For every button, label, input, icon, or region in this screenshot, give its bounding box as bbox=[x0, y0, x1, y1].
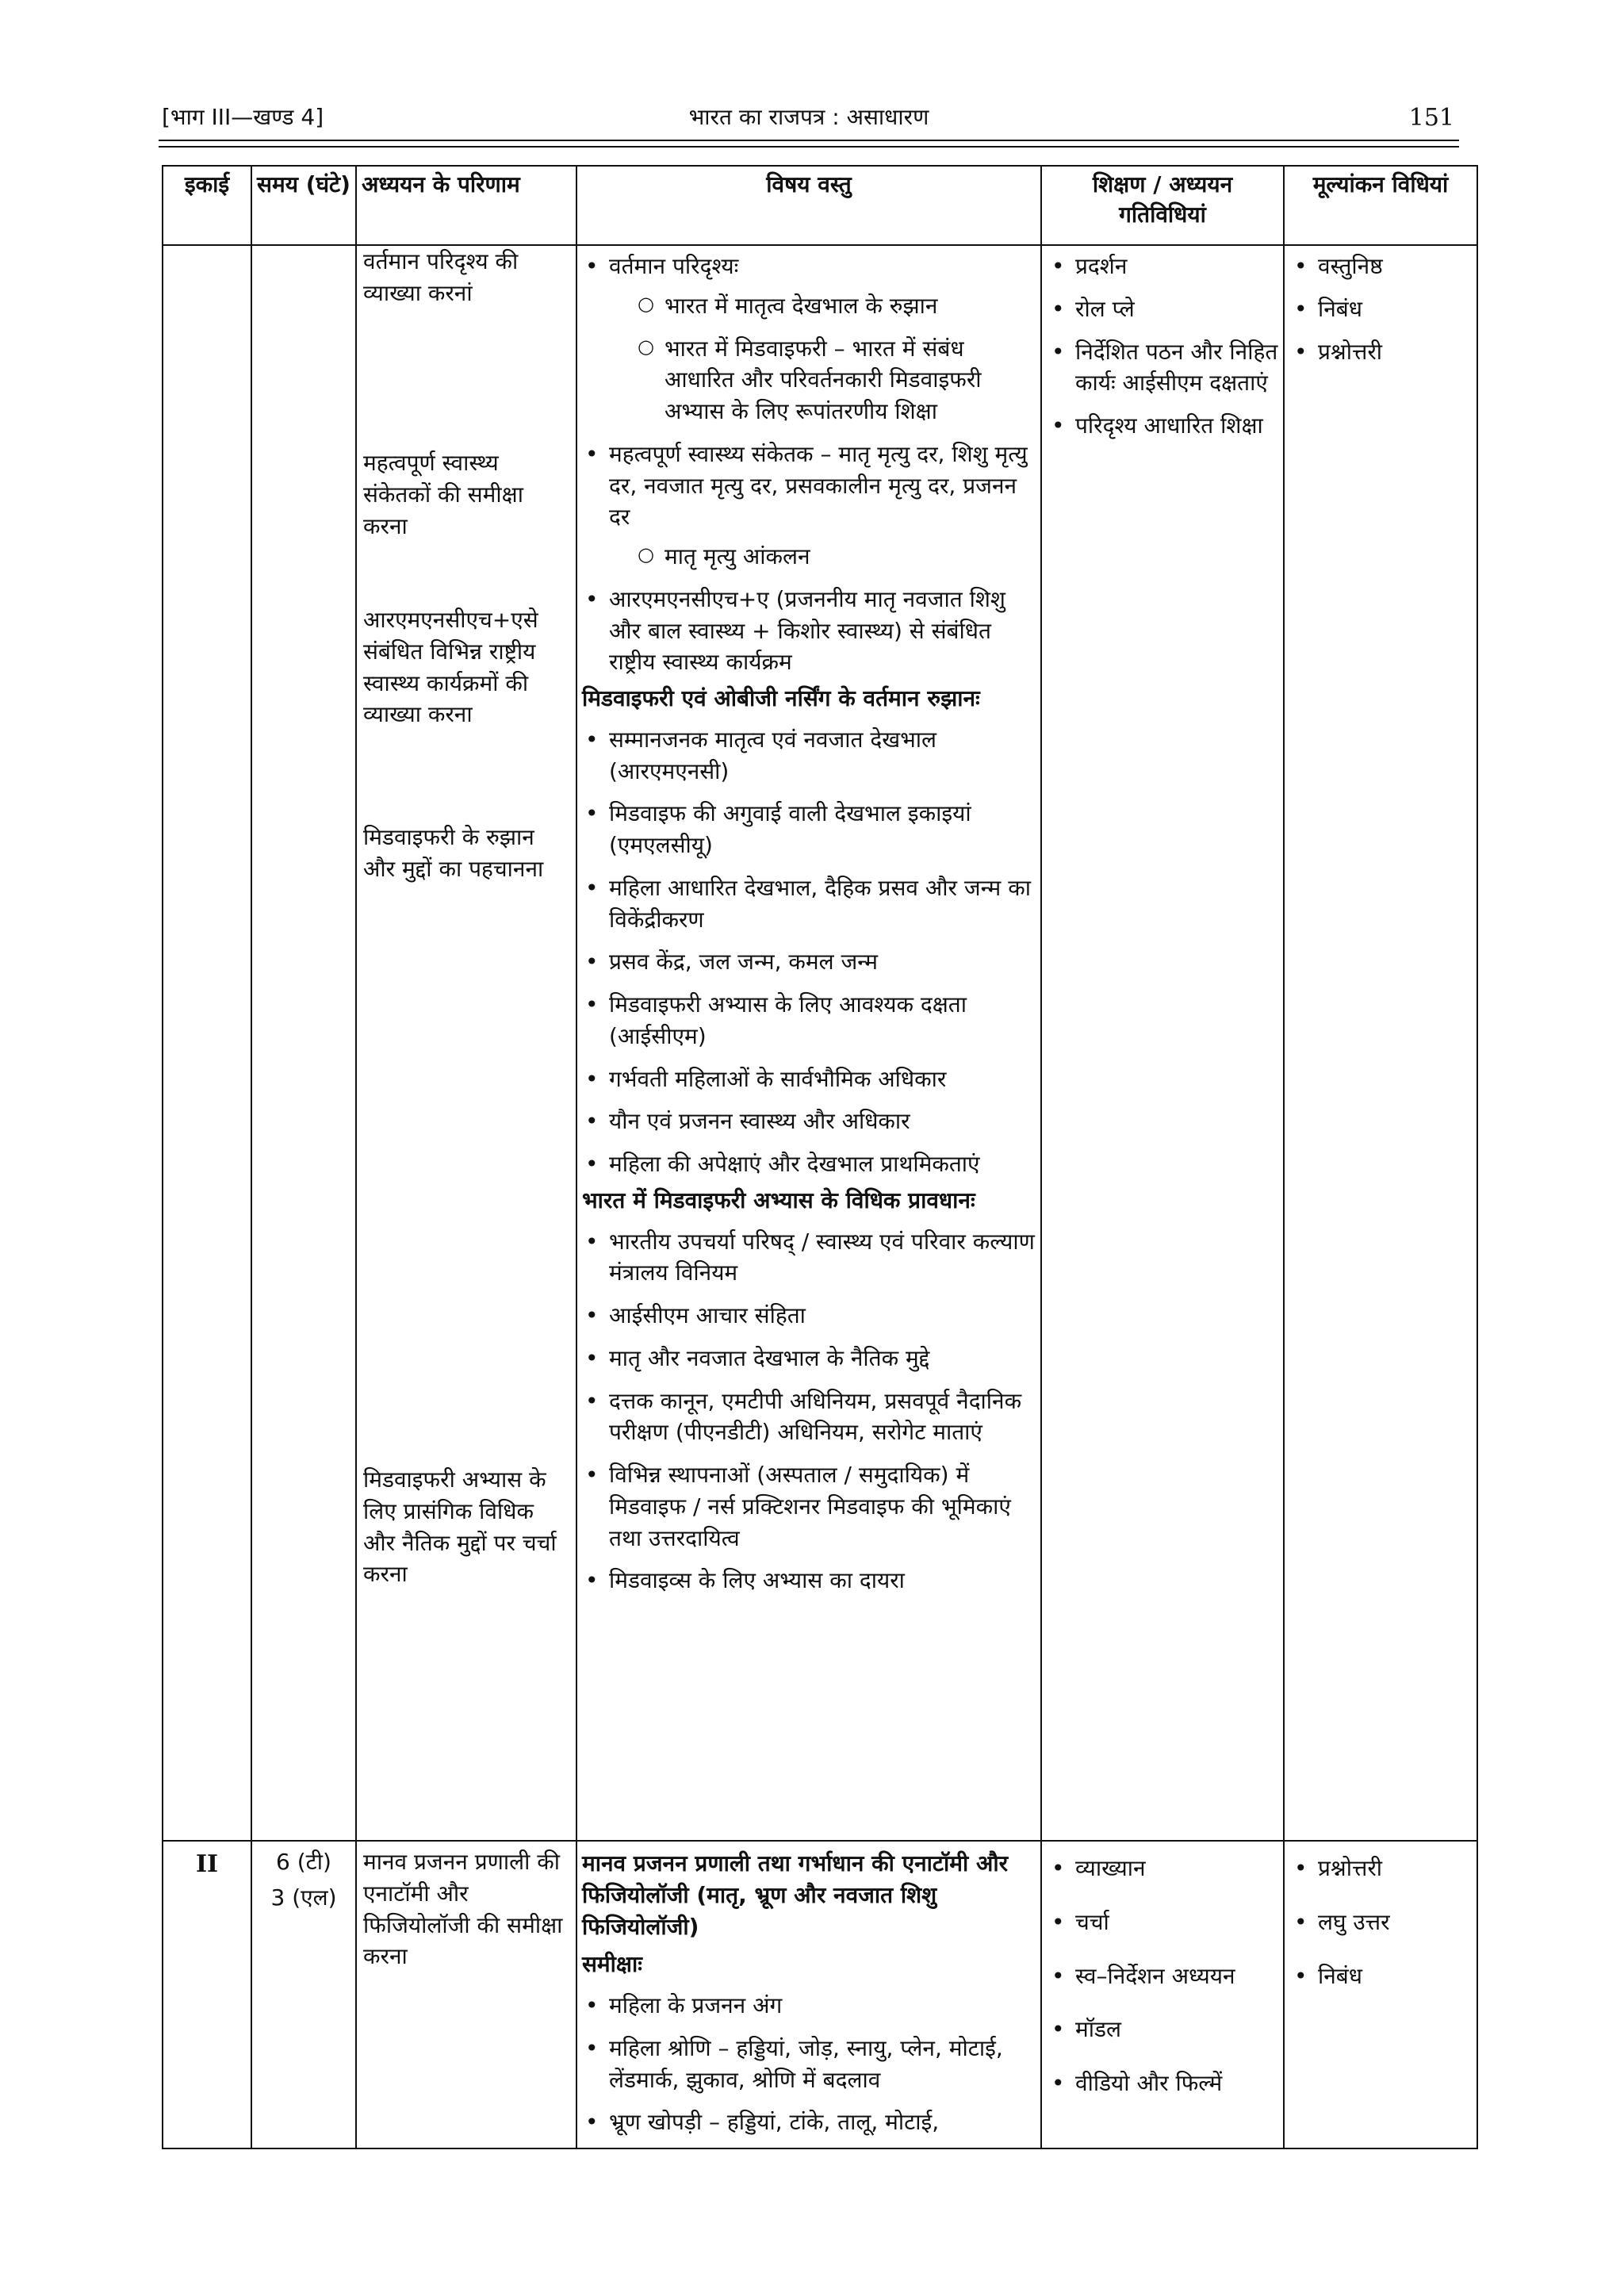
list-item: • महत्वपूर्ण स्वास्थ्य संकेतक – मातृ मृत्यु दर, शिशु मृत्यु दर, नवजात मृत्यु दर, प्रसवकालीन मृत्यु दर, प्रजनन दर ○ मातृ मृत्यु आंकलन bbox=[582, 439, 1036, 573]
list-item: • व्याख्यान bbox=[1048, 1853, 1278, 1884]
outcome-item: आरएमएनसीएच+एसे संबंधित विभिन्न राष्ट्रीय स्वास्थ्य कार्यक्रमों की व्याख्या करना bbox=[363, 607, 538, 728]
table-row bbox=[163, 245, 1477, 1841]
list-item: • महिला आधारित देखभाल, दैहिक प्रसव और जन्म का विकेंद्रीकरण bbox=[582, 872, 1036, 936]
list-item: • वर्तमान परिदृश्यः ○ भारत में मातृत्व देखभाल के रुझान ○ भारत में मिडवाइफरी – भारत में संबंध आधारित और परिवर्तनकारी मिडवाइफरी अभ्यास के लिए रूपांतरणीय शिक्षा bbox=[582, 251, 1036, 427]
list-item: • निबंध bbox=[1291, 1961, 1472, 1992]
activities-list bbox=[1048, 251, 1278, 442]
list-item: • यौन एवं प्रजनन स्वास्थ्य और अधिकार bbox=[582, 1106, 1036, 1137]
list-item: • प्रश्नोत्तरी bbox=[1291, 336, 1472, 368]
list-item: • आरएमएनसीएच+ए (प्रजननीय मातृ नवजात शिशु और बाल स्वास्थ्य + किशोर स्वास्थ्य) से संबंधित राष्ट्रीय स्वास्थ्य कार्यक्रम bbox=[582, 584, 1036, 678]
list-item: • वस्तुनिष्ठ bbox=[1291, 251, 1472, 282]
list-item: • चर्चा bbox=[1048, 1907, 1278, 1938]
list-item: • विभिन्न स्थापनाओं (अस्पताल / समुदायिक) में मिडवाइफ / नर्स प्रक्टिशनर मिडवाइफ की भूमिकाएं तथा उत्तरदायित्व bbox=[582, 1459, 1036, 1554]
unit-cell: II bbox=[163, 1841, 251, 2148]
section-heading: मिडवाइफरी एवं ओबीजी नर्सिंग के वर्तमान रुझानः bbox=[582, 685, 980, 711]
syllabus-table bbox=[162, 165, 1478, 2149]
outcome-item: वर्तमान परिदृश्य की व्याख्या करनां bbox=[363, 248, 519, 306]
list-item: • मॉडल bbox=[1048, 2014, 1278, 2045]
list-item: • मिडवाइफरी अभ्यास के लिए आवश्यक दक्षता (आईसीएम) bbox=[582, 989, 1036, 1052]
list-item: • मिडवाइव्स के लिए अभ्यास का दायरा bbox=[582, 1565, 1036, 1596]
col-header-evaluation: मूल्यांकन विधियां bbox=[1284, 166, 1477, 245]
sub-list bbox=[609, 290, 1036, 427]
outcome-item: मानव प्रजनन प्रणाली की एनाटॉमी और फिजियोलॉजी की समीक्षा करना bbox=[363, 1849, 563, 1970]
unit-cell bbox=[163, 245, 251, 1841]
list-item: • प्रदर्शन bbox=[1048, 251, 1278, 282]
evaluation-list bbox=[1291, 251, 1472, 367]
page-number: 151 bbox=[1408, 104, 1454, 132]
review-label: समीक्षाः bbox=[582, 1951, 642, 1978]
section-heading: भारत में मिडवाइफरी अभ्यास के विधिक प्रावधानः bbox=[582, 1186, 975, 1213]
activities-cell bbox=[1041, 245, 1284, 1841]
table-row bbox=[163, 1841, 1477, 2148]
trends-list bbox=[582, 724, 1036, 1180]
content-list bbox=[582, 251, 1036, 678]
content-cell bbox=[576, 1841, 1041, 2148]
list-item: • गर्भवती महिलाओं के सार्वभौमिक अधिकार bbox=[582, 1064, 1036, 1095]
activities-list bbox=[1048, 1853, 1278, 2099]
list-item: ○ भारत में मिडवाइफरी – भारत में संबंध आधारित और परिवर्तनकारी मिडवाइफरी अभ्यास के लिए रूपांतरणीय शिक्षा bbox=[609, 333, 1036, 427]
review-list bbox=[582, 1990, 1036, 2138]
table-header-row bbox=[163, 166, 1477, 245]
activities-cell bbox=[1041, 1841, 1284, 2148]
outcome-item: महत्वपूर्ण स्वास्थ्य संकेतकों की समीक्षा करना bbox=[363, 450, 523, 539]
list-item: • भ्रूण खोपड़ी – हड्डियां, टांके, तालू, मोटाई, bbox=[582, 2106, 1036, 2138]
outcome-item: मिडवाइफरी के रुझान और मुद्दों का पहचानना bbox=[363, 824, 544, 882]
list-item: • वीडियो और फिल्में bbox=[1048, 2068, 1278, 2099]
header-rule-top bbox=[159, 140, 1459, 141]
list-item: • मिडवाइफ की अगुवाई वाली देखभाल इकाइयां (एमएलसीयू) bbox=[582, 798, 1036, 861]
outcome-item: मिडवाइफरी अभ्यास के लिए प्रासंगिक विधिक और नैतिक मुद्दों पर चर्चा करना bbox=[363, 1466, 557, 1588]
list-item: • निबंध bbox=[1291, 293, 1472, 325]
outcomes-cell bbox=[356, 1841, 576, 2148]
list-item: • स्व–निर्देशन अध्ययन bbox=[1048, 1961, 1278, 1992]
evaluation-list bbox=[1291, 1853, 1472, 1991]
list-item: • महिला के प्रजनन अंग bbox=[582, 1990, 1036, 2022]
list-item: • महिला की अपेक्षाएं और देखभाल प्राथमिकताएं bbox=[582, 1148, 1036, 1180]
time-lab: 3 (एल) bbox=[270, 1884, 337, 1911]
page-header bbox=[159, 102, 1459, 136]
time-theory: 6 (टी) bbox=[276, 1849, 331, 1875]
list-item: • प्रसव केंद्र, जल जन्म, कमल जन्म bbox=[582, 946, 1036, 978]
list-item: • रोल प्ले bbox=[1048, 293, 1278, 325]
list-item: • आईसीएम आचार संहिता bbox=[582, 1300, 1036, 1332]
outcomes-cell bbox=[356, 245, 576, 1841]
col-header-content: विषय वस्तु bbox=[576, 166, 1041, 245]
list-item: ○ भारत में मातृत्व देखभाल के रुझान bbox=[609, 290, 1036, 322]
list-item: • दत्तक कानून, एमटीपी अधिनियम, प्रसवपूर्व नैदानिक परीक्षण (पीएनडीटी) अधिनियम, सरोगेट माताएं bbox=[582, 1386, 1036, 1449]
list-item: • लघु उत्तर bbox=[1291, 1907, 1472, 1938]
gazette-title: भारत का राजपत्र : असाधारण bbox=[688, 104, 929, 130]
time-cell bbox=[251, 245, 356, 1841]
col-header-outcomes: अध्ययन के परिणाम bbox=[356, 166, 576, 245]
evaluation-cell bbox=[1284, 1841, 1477, 2148]
header-rule-bottom bbox=[159, 146, 1459, 148]
sub-list bbox=[609, 541, 1036, 573]
list-item: • सम्मानजनक मातृत्व एवं नवजात देखभाल (आरएमएनसी) bbox=[582, 724, 1036, 788]
list-item: • प्रश्नोत्तरी bbox=[1291, 1853, 1472, 1884]
list-item: • निर्देशित पठन और निहित कार्यः आईसीएम दक्षताएं bbox=[1048, 336, 1278, 400]
list-item: • मातृ और नवजात देखभाल के नैतिक मुद्दे bbox=[582, 1343, 1036, 1374]
list-item: ○ मातृ मृत्यु आंकलन bbox=[609, 541, 1036, 573]
content-cell bbox=[576, 245, 1041, 1841]
evaluation-cell bbox=[1284, 245, 1477, 1841]
col-header-activities: शिक्षण / अध्ययन गतिविधियां bbox=[1041, 166, 1284, 245]
col-header-time: समय (घंटे) bbox=[251, 166, 356, 245]
legal-list bbox=[582, 1226, 1036, 1597]
list-item: • परिदृश्य आधारित शिक्षा bbox=[1048, 410, 1278, 442]
list-item: • भारतीय उपचर्या परिषद् / स्वास्थ्य एवं परिवार कल्याण मंत्रालय विनियम bbox=[582, 1226, 1036, 1290]
time-cell bbox=[251, 1841, 356, 2148]
section-heading: मानव प्रजनन प्रणाली तथा गर्भाधान की एनाटॉमी और फिजियोलॉजी (मातृ, भ्रूण और नवजात शिशु फिजियोलॉजी) bbox=[582, 1850, 1009, 1940]
list-item: • महिला श्रोणि – हड्डियां, जोड़, स्नायु, प्लेन, मोटाई, लेंडमार्क, झुकाव, श्रोणि में बदलाव bbox=[582, 2033, 1036, 2096]
gazette-part: [भाग III—खण्ड 4] bbox=[162, 104, 324, 130]
col-header-unit: इकाई bbox=[163, 166, 251, 245]
